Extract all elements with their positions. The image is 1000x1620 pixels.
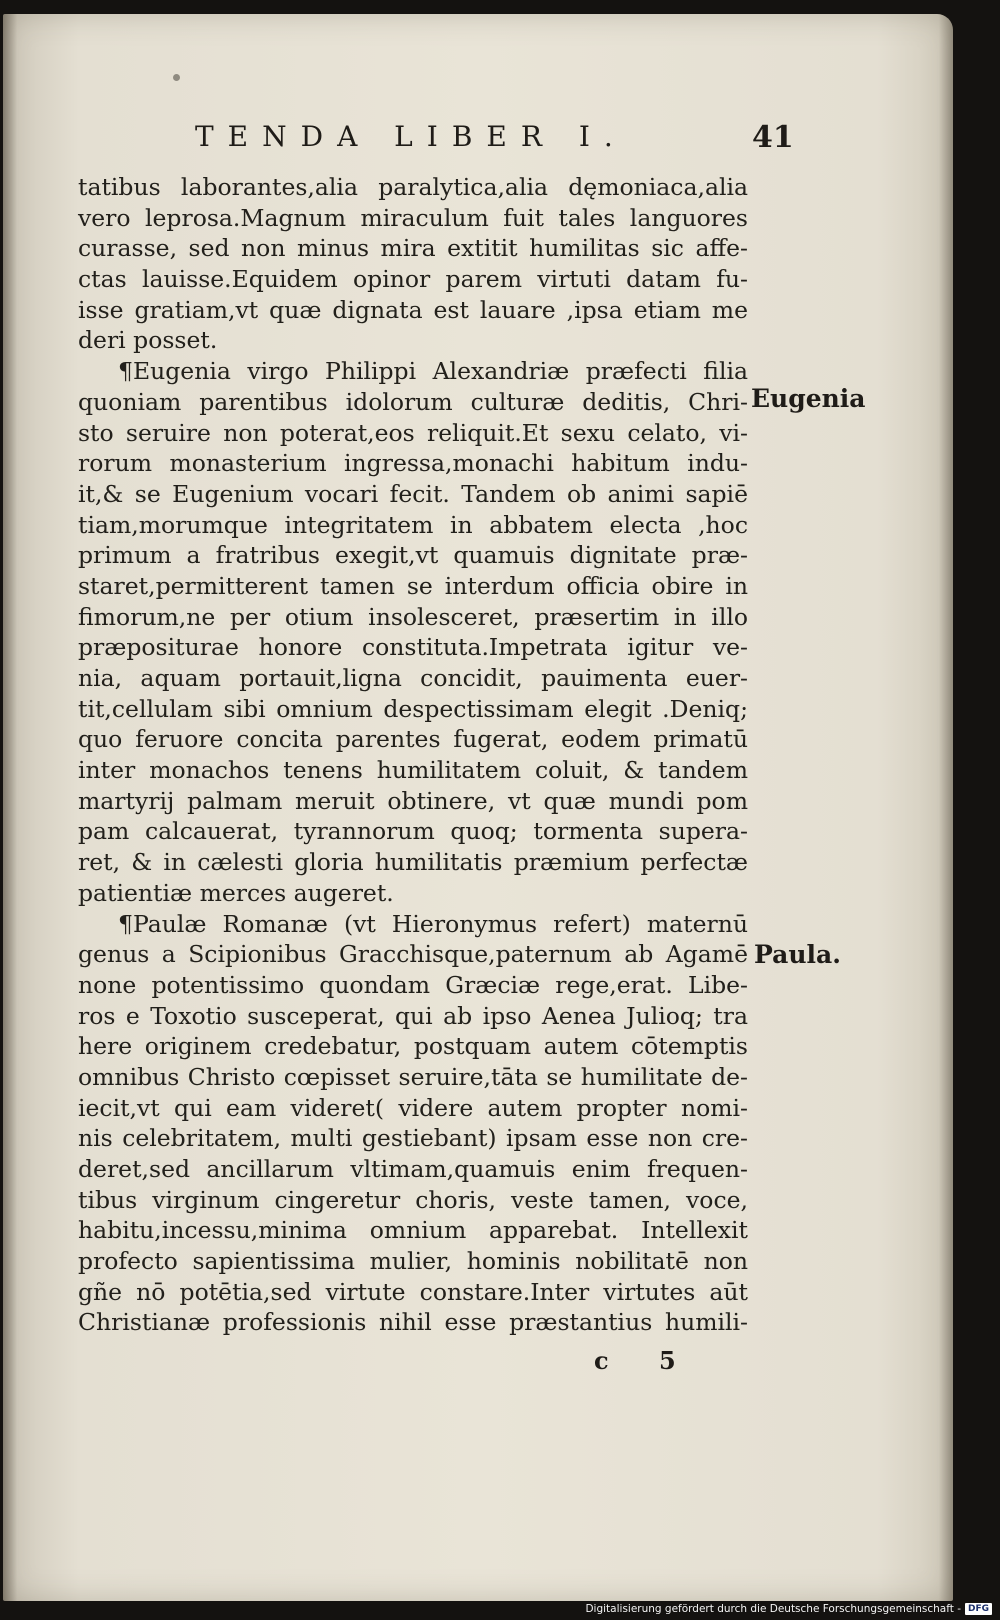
text-line: tibus virginum cingeretur choris, veste tamen, voce,: [78, 1185, 748, 1214]
text-line: tit,cellulam sibi omnium despectissimam elegit .Deniq;: [78, 694, 748, 723]
paragraph-start: ¶Eugenia virgo Philippi Alexandriæ præfecti filia: [118, 357, 748, 386]
text-line: fimorum,ne per otium insolesceret, præsertim in illo: [78, 602, 748, 631]
text-line: ret, & in cælesti gloria humilitatis præmium perfectæ: [78, 848, 748, 877]
text-line: tatibus laborantes,alia paralytica,alia dęmoniaca,alia: [78, 173, 748, 201]
text-line: pam calcauerat, tyrannorum quoq; tormenta supera-: [78, 817, 748, 846]
text-line: sto seruire non poterat,eos reliquit.Et sexu celato, vi-: [78, 418, 748, 447]
text-line: here originem credebatur, postquam autem cōtemptis: [78, 1032, 748, 1061]
text-line: none potentissimo quondam Græciæ rege,erat. Libe-: [78, 970, 748, 999]
text-line: nia, aquam portauit,ligna concidit, pauimenta euer-: [78, 664, 748, 692]
text-line: quoniam parentibus idolorum culturæ deditis, Chri-: [78, 387, 748, 416]
text-line: habitu,incessu,minima omnium apparebat. Intellexit: [78, 1216, 748, 1245]
text-line: nis celebritatem, multi gestiebant) ipsam esse non cre-: [78, 1124, 748, 1153]
text-line: primum a fratribus exegit,vt quamuis dignitate præ-: [78, 541, 748, 570]
text-line: quo feruore concita parentes fugerat, eodem primatū: [78, 725, 748, 754]
paragraph-start: ¶Paulæ Romanæ (vt Hieronymus refert) maternū: [118, 909, 748, 938]
text-line: deri posset.: [78, 326, 218, 355]
text-line: vero leprosa.Magnum miraculum fuit tales languores: [78, 203, 748, 232]
page-header: [0, 120, 1000, 160]
text-line: præpositurae honore constituta.Impetrata igitur ve-: [78, 633, 748, 662]
text-line: deret,sed ancillarum vltimam,quamuis enim frequen-: [78, 1155, 748, 1183]
text-line: ctas lauisse.Equidem opinor parem virtuti datam fu-: [78, 265, 748, 294]
signature-number: 5: [658, 1346, 676, 1375]
dfg-logo: DFG: [965, 1603, 992, 1615]
digitization-credit: [585, 1602, 992, 1616]
marginal-note-eugenia: Eugenia: [751, 384, 866, 413]
credit-text: Digitalisierung gefördert durch die Deutsche Forschungsgemeinschaft -: [585, 1603, 961, 1615]
text-line: patientiæ merces augeret.: [78, 878, 394, 907]
ink-spot: [173, 74, 180, 81]
text-line: rorum monasterium ingressa,monachi habitum indu-: [78, 449, 748, 478]
text-line: profecto sapientissima mulier, hominis nobilitatē non: [78, 1247, 748, 1276]
text-line: curasse, sed non minus mira extitit humilitas sic affe-: [78, 234, 748, 263]
text-line: isse gratiam,vt quæ dignata est lauare ,ipsa etiam me: [78, 295, 748, 324]
text-line: iecit,vt qui eam videret( videre autem propter nomi-: [78, 1093, 748, 1122]
text-line: gñe nō potētia,sed virtute constare.Inter virtutes aūt: [78, 1277, 748, 1306]
text-line: Christianæ professionis nihil esse præstantius humili-: [78, 1308, 748, 1337]
text-line: ros e Toxotio susceperat, qui ab ipso Aenea Julioq; tra: [78, 1001, 748, 1030]
running-head: TENDA LIBER I.: [195, 120, 627, 153]
signature-letter: c: [594, 1346, 609, 1375]
text-line: martyrij palmam meruit obtinere, vt quæ mundi pom: [78, 786, 748, 815]
text-line: genus a Scipionibus Gracchisque,paternum ab Agamē: [78, 940, 748, 969]
text-line: omnibus Christo cœpisset seruire,tāta se humilitate de-: [78, 1062, 748, 1091]
text-line: it,& se Eugenium vocari fecit. Tandem ob animi sapiē: [78, 479, 748, 508]
signature-mark: [594, 1346, 718, 1375]
folio-number: 41: [752, 120, 794, 155]
text-line: staret,permitterent tamen se interdum officia obire in: [78, 571, 748, 600]
body-text: [78, 172, 748, 1338]
text-line: tiam,morumque integritatem in abbatem electa ,hoc: [78, 510, 748, 539]
text-line: inter monachos tenens humilitatem coluit, & tandem: [78, 756, 748, 785]
marginal-note-paula: Paula.: [754, 940, 841, 969]
